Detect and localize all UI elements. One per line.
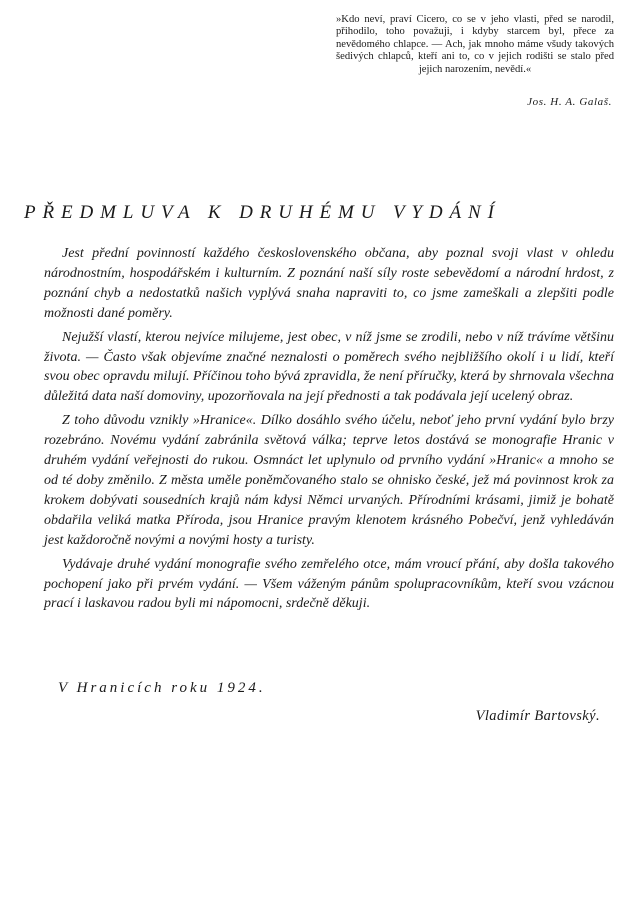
place-date: V Hranicích roku 1924. <box>58 680 266 696</box>
paragraph-3: Z toho důvodu vznikly »Hranice«. Dílko dosáhlo svého účelu, neboť jeho první vydání bylo brzy rozebráno. Novému vydání zabránila světová válka; teprve letos dostává se monografie Hranic v druhém vydání veřejnosti do rukou. Osmnáct let uplynulo od prvního vydání »Hranic« a mnoho se od té doby změnilo. Z města uměle poněmčovaného stalo se ohnisko české, jež má povinnost krok za krokem dobývati sousedních krajů nám kdysi Němci urvaných. Přírodními krásami, jimiž je bohatě obdařila veliká matka Příroda, jsou Hranice pravým klenotem krásného Pobečví, jenž vyhledáván jest každoročně novými a novými hosty a turisty. <box>44 413 614 548</box>
preface-body <box>44 244 614 618</box>
motto-text: »Kdo neví, praví Cicero, co se v jeho vlasti, před se narodil, přihodilo, toho považuji, i kdyby starcem byl, přece za nevědomého chlapce. — Ach, jak mnoho máme všudy takových šedivých chlapců, kteří ani to, co v jejich rodišti se stalo před jejich narozením, nevědí.« <box>336 14 614 75</box>
paragraph-4: Vydávaje druhé vydání monografie svého zemřelého otce, mám vroucí přání, aby došla takového pochopení jako při prvém vydání. — Všem váženým pánům spolupracovníkům, kteří svou vzácnou prací i laskavou radou byli mi nápomocni, srdečně děkuji. <box>44 556 614 612</box>
signature: Vladimír Bartovský. <box>475 708 600 724</box>
motto-quote <box>336 14 614 76</box>
paragraph-2: Nejužší vlastí, kterou nejvíce milujeme, jest obec, v níž jsme se zrodili, nebo v níž trávíme většinu života. — Často však objevíme značné neznalosti o poměrech svého nejbližšího okolí i u lidí, kteří svou obec opravdu milují. Příčinou toho bývá zpravidla, že není příručky, která by shrnovala všechna důležitá data naší domoviny, upozorňovala na její přednosti a tak podávala její ucelený obraz. <box>44 329 614 405</box>
page-heading: PŘEDMLUVA K DRUHÉMU VYDÁNÍ <box>24 202 501 223</box>
paragraph-1: Jest přední povinností každého československého občana, aby poznal svoji vlast v ohledu národnostním, hospodářském i kulturním. Z poznání naší síly roste sebevědomí a národní hrdost, z poznání chyb a nedostatků našich vyplývá snaha napraviti to, co jsme zameškali a zlepšiti podle možnosti dané poměry. <box>44 246 614 321</box>
motto-author: Jos. H. A. Galaš. <box>527 96 612 108</box>
